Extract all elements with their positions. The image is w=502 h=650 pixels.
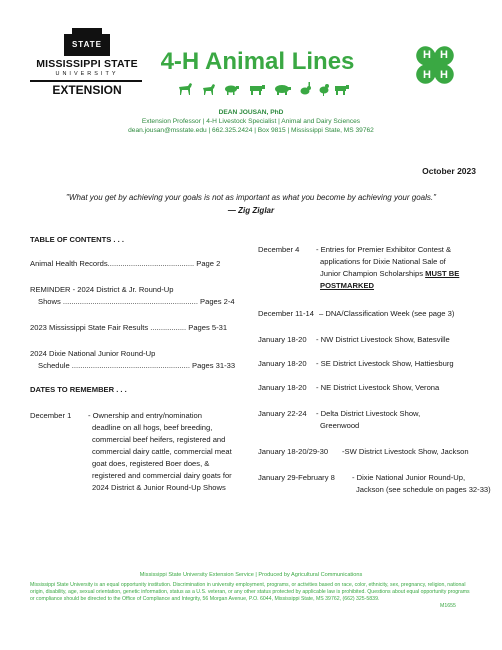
date-label: December 1 <box>30 411 72 420</box>
date-desc: - SE District Livestock Show, Hattiesburg <box>316 359 454 368</box>
msu-university-label: UNIVERSITY <box>55 71 119 77</box>
toc-item: REMINDER - 2024 District & Jr. Round-Up <box>30 285 174 294</box>
date-label: December 4 <box>258 245 300 254</box>
date-desc: - NW District Livestock Show, Batesville <box>316 335 450 344</box>
date-desc: – DNA/Classification Week (see page 3) <box>319 309 455 318</box>
footer-code: M1655 <box>440 603 456 609</box>
animal-icons-row <box>178 82 350 100</box>
chicken-icon <box>318 82 330 96</box>
msu-extension-label: EXTENSION <box>52 83 122 97</box>
date-desc: goat does, registered Boer does, & <box>92 459 210 468</box>
date-label: January 29-February 8 <box>258 473 335 482</box>
horse-icon <box>178 82 194 96</box>
date-desc: deadline on all hogs, beef breeding, <box>92 423 213 432</box>
date-desc: applications for Dixie National Sale of <box>320 257 446 266</box>
issue-date: October 2023 <box>422 166 476 176</box>
contact-info: dean.jousan@msstate.edu | 662.325.2424 | Box 9815 | Mississippi State, MS 39762 <box>128 127 374 134</box>
date-desc: - NE District Livestock Show, Verona <box>316 383 440 392</box>
contact-name: DEAN JOUSAN, PhD <box>218 109 284 116</box>
quote-text: "What you get by achieving your goals is not as important as what you become by achieving your goals." <box>66 193 436 202</box>
newsletter-title: 4-H Animal Lines <box>160 48 355 75</box>
date-emphasis: MUST BE <box>425 269 460 278</box>
date-label: December 11-14 <box>258 309 314 318</box>
logo-divider <box>30 80 142 82</box>
date-desc: - Dixie National Junior Round-Up, <box>352 473 466 482</box>
date-label: January 18-20 <box>258 359 307 368</box>
rabbit-icon <box>300 82 312 96</box>
toc-item: 2024 Dixie National Junior Round-Up <box>30 349 156 358</box>
msu-extension-logo <box>28 34 146 96</box>
date-desc: - Entries for Premier Exhibitor Contest & <box>316 245 452 254</box>
footer-credit: Mississippi State University Extension Service | Produced by Agricultural Communications <box>139 572 363 578</box>
date-desc: registered and commercial dairy goats for <box>92 471 232 480</box>
date-emphasis: POSTMARKED <box>320 281 375 290</box>
clover-h-mark: H <box>423 49 431 61</box>
date-label: January 18-20/29-30 <box>258 447 329 456</box>
contact-title: Extension Professor | 4-H Livestock Specialist | Animal and Dairy Sciences <box>141 118 361 125</box>
date-desc: - Delta District Livestock Show, <box>316 409 421 418</box>
date-desc: commercial beef heifers, registered and <box>92 435 226 444</box>
date-desc: commercial dairy cattle, commercial meat <box>92 447 232 456</box>
clover-h-mark: H <box>440 49 448 61</box>
date-desc: Junior Champion Scholarships MUST BE <box>320 269 460 278</box>
date-label: January 18-20 <box>258 383 307 392</box>
toc-item: Animal Health Records......................................... Page 2 <box>30 259 221 268</box>
cow-icon <box>334 82 350 96</box>
sheep-icon <box>224 82 240 96</box>
4h-clover-icon <box>406 36 464 94</box>
date-desc: 2024 District & Junior Round-Up Shows <box>92 483 226 492</box>
pig-icon <box>274 82 292 96</box>
goat-icon <box>202 82 216 96</box>
date-desc: -SW District Livestock Show, Jackson <box>342 447 469 456</box>
toc-item: 2023 Mississippi State Fair Results ................. Pages 5-31 <box>30 323 228 332</box>
date-desc: - Ownership and entry/nomination <box>88 411 202 420</box>
date-desc: Greenwood <box>320 421 360 430</box>
toc-item-cont: Schedule ........................................................ Pages 31-33 <box>38 361 236 370</box>
quote-author: — Zig Ziglar <box>227 206 275 215</box>
toc-item-cont: Shows ................................................................ Pages 2-4 <box>38 297 235 306</box>
date-label: January 18-20 <box>258 335 307 344</box>
toc-heading: TABLE OF CONTENTS . . . <box>30 235 124 244</box>
msu-name: MISSISSIPPI STATE <box>36 58 138 70</box>
date-desc: Jackson (see schedule on pages 32-33) <box>356 485 491 494</box>
date-label: January 22-24 <box>258 409 307 418</box>
dates-heading: DATES TO REMEMBER . . . <box>30 385 127 394</box>
clover-h-mark: H <box>423 69 431 81</box>
clover-h-mark: H <box>440 69 448 81</box>
footer-disclaimer: Mississippi State University is an equal opportunity institution. Discrimination in university employment, programs, or activities based on race, color, ethnicity, sex, pregnancy, religion, national origin, disability, age, sexual orientation, genetic information, status as a U.S. veteran, or any other status protected by applicable law is prohibited. Questions about equal opportunity programs or compliance should be directed to the Office of Compliance and Integrity, 56 Morgan Avenue, P.O. 6044, Mississippi State, MS 39762, (662) 325-5839. <box>30 582 470 602</box>
msu-banner-icon: STATE <box>64 34 110 56</box>
cow-icon <box>248 82 266 96</box>
